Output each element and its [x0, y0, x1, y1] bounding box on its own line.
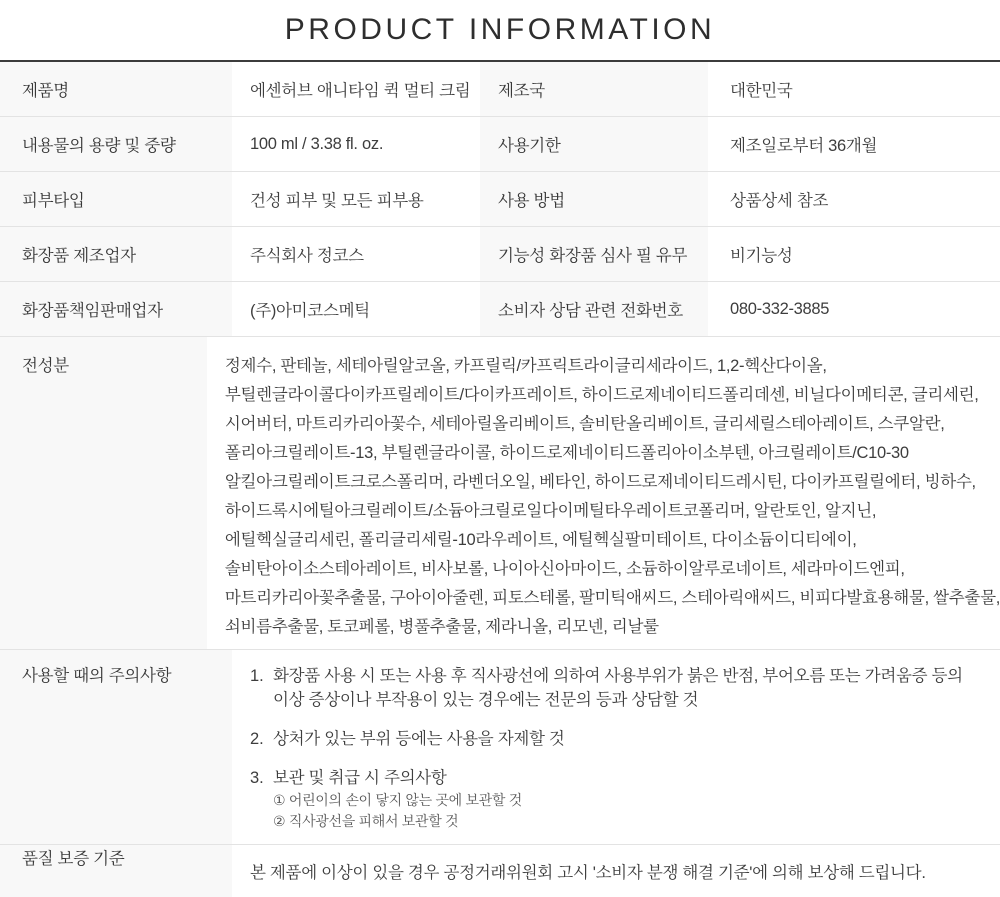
row-value: 대한민국 — [730, 82, 793, 100]
precaution-line: 상처가 있는 부위 등에는 사용을 자제할 것 — [273, 730, 565, 748]
precaution-item — [250, 727, 1000, 751]
row-label: 사용할 때의 주의사항 — [0, 650, 232, 844]
table-row-skin-type — [0, 172, 1000, 227]
ingredients-line: 하이드록시에틸아크릴레이트/소듐아크릴로일다이메틸타우레이트코폴리머, 알란토인, 알지닌, — [224, 502, 877, 520]
row-label: 화장품책임판매업자 — [0, 282, 232, 336]
row-value: 에센허브 애니타임 퀵 멀티 크림 — [250, 82, 471, 100]
row-value: 상품상세 참조 — [730, 192, 829, 210]
table-row-manufacturer — [0, 227, 1000, 282]
table-row-quality-guarantee — [0, 845, 1000, 897]
ingredients-line: 부틸렌글라이콜다이카프릴레이트/다이카프레이트, 하이드로제네이티드폴리데센, 비닐다이메티콘, 글리세린, — [224, 386, 979, 404]
precaution-subitem: ① 어린이의 손이 닿지 않는 곳에 보관할 것 — [273, 792, 522, 808]
row-label: 제품명 — [0, 62, 232, 116]
ingredients-text — [207, 337, 1000, 649]
precaution-body — [273, 766, 522, 832]
table-row-distributor — [0, 282, 1000, 337]
precaution-item — [250, 664, 1000, 712]
row-value: 비기능성 — [730, 247, 793, 265]
precaution-line: 화장품 사용 시 또는 사용 후 직사광선에 의하여 사용부위가 붉은 반점, 부어오름 또는 가려움증 등의 — [273, 667, 963, 685]
ingredients-line: 정제수, 판테놀, 세테아릴알코올, 카프릴릭/카프릭트라이글리세라이드, 1,2-헥산다이올, — [224, 357, 827, 375]
row-value: (주)아미코스메틱 — [250, 302, 370, 320]
row-label: 피부타입 — [0, 172, 232, 226]
row-label: 제조국 — [480, 62, 708, 116]
row-label: 품질 보증 기준 — [0, 845, 232, 897]
precaution-subitem: ② 직사광선을 피해서 보관할 것 — [273, 813, 459, 829]
precaution-number: 2. — [250, 730, 264, 748]
table-row-ingredients — [0, 337, 1000, 650]
ingredients-line: 에틸헥실글리세린, 폴리글리세릴-10라우레이트, 에틸헥실팔미테이트, 다이소듐이디티에이, — [224, 531, 857, 549]
table-row-volume — [0, 117, 1000, 172]
ingredients-line: 솔비탄아이소스테아레이트, 비사보롤, 나이아신아마이드, 소듐하이알루로네이트, 세라마이드엔피, — [224, 560, 905, 578]
row-label: 내용물의 용량 및 중량 — [0, 117, 232, 171]
precaution-item — [250, 766, 1000, 832]
precautions-text — [232, 650, 1000, 844]
ingredients-line: 폴리아크릴레이트-13, 부틸렌글라이콜, 하이드로제네이티드폴리아이소부텐, 아크릴레이트/C10-30 — [224, 444, 909, 462]
precaution-number: 1. — [250, 667, 264, 685]
precaution-line: 보관 및 취급 시 주의사항 — [273, 769, 447, 787]
table-row-product-name — [0, 62, 1000, 117]
table-row-precautions — [0, 650, 1000, 845]
row-value: 100 ml / 3.38 fl. oz. — [250, 134, 384, 153]
precaution-number: 3. — [250, 769, 264, 787]
section-header — [0, 0, 1000, 62]
precaution-body — [273, 664, 963, 712]
ingredients-line: 쇠비름추출물, 토코페롤, 병풀추출물, 제라니올, 리모넨, 리날룰 — [224, 618, 659, 636]
row-value: 제조일로부터 36개월 — [730, 137, 878, 155]
row-label: 사용기한 — [480, 117, 708, 171]
page-title: PRODUCT INFORMATION — [284, 13, 716, 46]
ingredients-line: 알킬아크릴레이트크로스폴리머, 라벤더오일, 베타인, 하이드로제네이티드레시틴, 다이카프릴릴에터, 빙하수, — [224, 473, 976, 491]
row-label: 전성분 — [0, 337, 207, 649]
precaution-line: 이상 증상이나 부작용이 있는 경우에는 전문의 등과 상담할 것 — [273, 691, 699, 709]
row-label: 소비자 상담 관련 전화번호 — [480, 282, 708, 336]
quality-guarantee-text: 본 제품에 이상이 있을 경우 공정거래위원회 고시 '소비자 분쟁 해결 기준'에 의해 보상해 드립니다. — [250, 864, 926, 882]
row-label: 사용 방법 — [480, 172, 708, 226]
row-label: 기능성 화장품 심사 필 유무 — [480, 227, 708, 281]
row-value: 080-332-3885 — [730, 299, 830, 318]
ingredients-line: 마트리카리아꽃추출물, 구아이아줄렌, 피토스테롤, 팔미틱애씨드, 스테아릭애씨드, 비피다발효용해물, 쌀추출물, — [224, 589, 1000, 607]
row-label: 화장품 제조업자 — [0, 227, 232, 281]
row-value: 건성 피부 및 모든 피부용 — [250, 192, 424, 210]
ingredients-line: 시어버터, 마트리카리아꽃수, 세테아릴올리베이트, 솔비탄올리베이트, 글리세릴스테아레이트, 스쿠알란, — [224, 415, 945, 433]
precaution-body — [273, 727, 565, 751]
row-value: 주식회사 정코스 — [250, 247, 364, 265]
